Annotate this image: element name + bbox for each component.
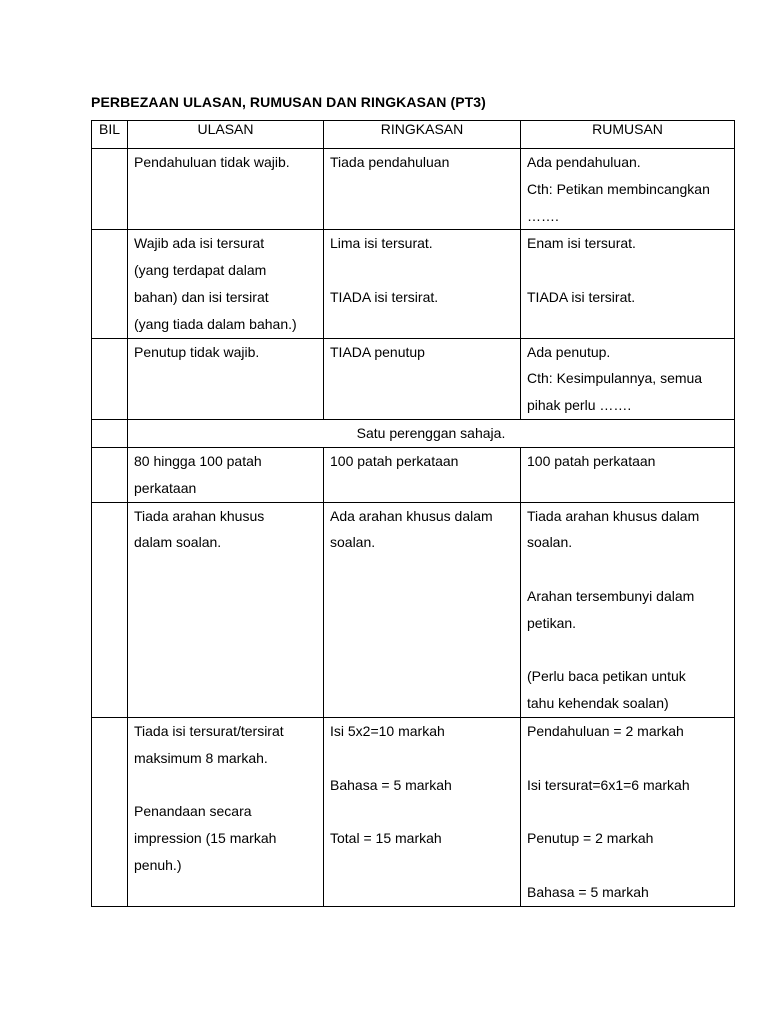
table-row	[92, 447, 735, 502]
cell-line: Penandaan secara	[134, 803, 252, 820]
table-row	[92, 338, 735, 419]
cell-line: soalan.	[527, 534, 573, 551]
ulasan-cell	[128, 447, 324, 502]
cell-line	[330, 745, 514, 772]
cell-line: Cth: Petikan membincangkan	[527, 180, 710, 197]
rumusan-cell	[521, 338, 735, 419]
cell-line: maksimum 8 markah.	[134, 749, 268, 766]
rumusan-cell	[521, 230, 735, 338]
ulasan-cell	[128, 338, 324, 419]
cell-line: Enam isi tersurat.	[527, 235, 636, 252]
cell-line: Ada pendahuluan.	[527, 154, 641, 170]
table-row	[92, 230, 735, 338]
cell-line: (yang tiada dalam bahan.)	[134, 315, 297, 332]
cell-line	[527, 257, 728, 284]
cell-line	[134, 772, 317, 799]
cell-line: Tiada arahan khusus dalam	[527, 507, 700, 524]
cell-line: dalam soalan.	[134, 534, 222, 551]
cell-line: Bahasa = 5 markah	[330, 776, 452, 793]
ringkasan-cell	[324, 230, 521, 338]
cell-line: Pendahuluan = 2 markah	[527, 722, 684, 739]
cell-line: Tiada isi tersurat/tersirat	[134, 722, 284, 739]
rumusan-cell	[521, 149, 735, 230]
cell-line: Ada arahan khusus dalam	[330, 507, 493, 524]
bil-cell	[92, 502, 128, 717]
cell-line: penuh.)	[134, 856, 182, 873]
ulasan-cell	[128, 149, 324, 230]
cell-line: Penutup = 2 markah	[527, 830, 654, 847]
cell-line: impression (15 markah	[134, 830, 277, 847]
cell-line: 100 patah perkataan	[527, 452, 656, 469]
cell-line: TIADA isi tersirat.	[527, 288, 636, 305]
ulasan-cell	[128, 502, 324, 717]
bil-cell	[92, 230, 128, 338]
ringkasan-cell	[324, 338, 521, 419]
cell-line: Total = 15 markah	[330, 830, 442, 847]
cell-line: tahu kehendak soalan)	[527, 695, 669, 712]
bil-cell	[92, 717, 128, 906]
cell-line: pihak perlu …….	[527, 397, 632, 414]
cell-line	[527, 798, 728, 825]
ringkasan-cell	[324, 149, 521, 230]
bil-cell	[92, 447, 128, 502]
cell-line: …….	[527, 207, 559, 224]
cell-line: 100 patah perkataan	[330, 452, 459, 469]
cell-line: Arahan tersembunyi dalam	[527, 587, 695, 604]
cell-line	[330, 257, 514, 284]
cell-line	[527, 745, 728, 772]
cell-line: Bahasa = 5 markah	[527, 883, 649, 900]
cell-line: Isi 5x2=10 markah	[330, 722, 445, 739]
cell-line: Tiada pendahuluan	[330, 154, 450, 170]
cell-line: Lima isi tersurat.	[330, 235, 433, 252]
cell-line: Pendahuluan tidak wajib.	[134, 154, 290, 170]
header-bil: BIL	[92, 121, 128, 149]
cell-line	[330, 798, 514, 825]
ringkasan-cell	[324, 717, 521, 906]
cell-line: Tiada arahan khusus	[134, 507, 265, 524]
ringkasan-cell	[324, 447, 521, 502]
cell-line: (yang terdapat dalam	[134, 262, 267, 279]
cell-line	[527, 556, 728, 583]
bil-cell	[92, 338, 128, 419]
cell-line: Wajib ada isi tersurat	[134, 235, 265, 252]
cell-line: Penutup tidak wajib.	[134, 343, 260, 360]
table-row	[92, 149, 735, 230]
table-row	[92, 502, 735, 717]
cell-line: bahan) dan isi tersirat	[134, 288, 269, 305]
bil-cell	[92, 149, 128, 230]
document-title: PERBEZAAN ULASAN, RUMUSAN DAN RINGKASAN (PT3)	[91, 94, 486, 110]
header-ulasan: ULASAN	[128, 121, 324, 149]
rumusan-cell	[521, 717, 735, 906]
cell-line: Satu perenggan sahaja.	[356, 424, 506, 441]
table-row	[92, 419, 735, 447]
header-rumusan: RUMUSAN	[521, 121, 735, 149]
cell-line	[527, 852, 728, 879]
cell-line: (Perlu baca petikan untuk	[527, 668, 686, 685]
rumusan-cell	[521, 502, 735, 717]
cell-line: TIADA isi tersirat.	[330, 288, 439, 305]
cell-line: Ada penutup.	[527, 343, 611, 360]
ringkasan-cell	[324, 502, 521, 717]
comparison-table	[91, 120, 735, 907]
cell-line: soalan.	[330, 534, 376, 551]
cell-line: Isi tersurat=6x1=6 markah	[527, 776, 690, 793]
bil-cell	[92, 419, 128, 447]
cell-line: TIADA penutup	[330, 343, 425, 360]
table-row	[92, 717, 735, 906]
ulasan-cell	[128, 717, 324, 906]
rumusan-cell	[521, 447, 735, 502]
cell-line: Cth: Kesimpulannya, semua	[527, 370, 703, 387]
cell-line: 80 hingga 100 patah	[134, 452, 262, 469]
cell-line: petikan.	[527, 614, 577, 631]
cell-line	[527, 637, 728, 664]
cell-line: perkataan	[134, 479, 197, 496]
ulasan-cell	[128, 230, 324, 338]
table-header-row	[92, 121, 735, 149]
header-ringkasan: RINGKASAN	[324, 121, 521, 149]
merged-cell	[128, 419, 735, 447]
